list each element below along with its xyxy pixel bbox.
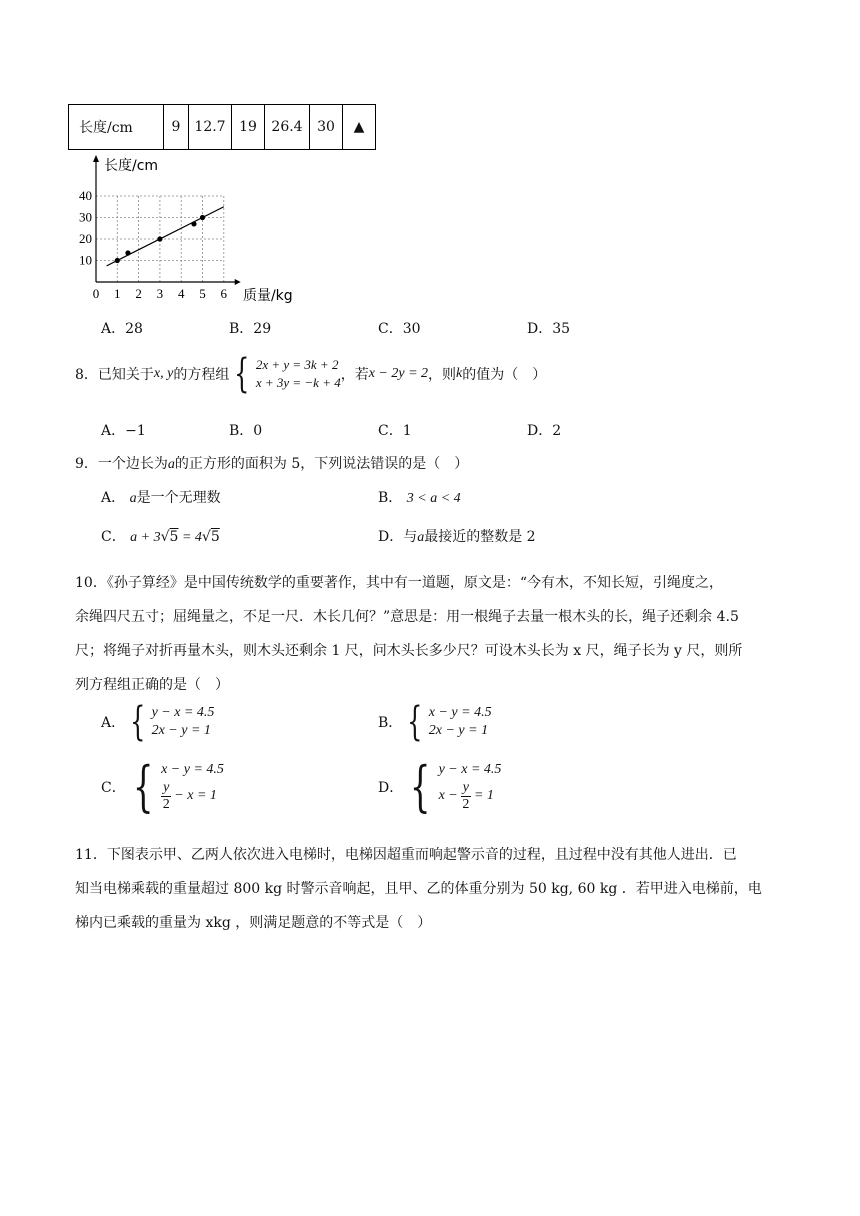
q11-line-1: 11．下图表示甲、乙两人依次进入电梯时，电梯因超重而响起警示音的过程，且过程中没有其他人进出．已 xyxy=(75,847,737,863)
question-8 xyxy=(75,351,547,397)
q10-option-b xyxy=(378,699,492,745)
q10-b-eq2: 2x − y = 1 xyxy=(428,723,489,738)
y-tick-label: 40 xyxy=(79,188,92,203)
y-axis-arrow-icon xyxy=(93,155,99,162)
q7-option-c: C．30 xyxy=(378,321,421,337)
y-tick-label: 10 xyxy=(79,252,92,268)
q10-line-4: 列方程组正确的是（ ） xyxy=(75,677,229,693)
data-point xyxy=(191,221,196,226)
q10-c-rest: − x = 1 xyxy=(174,788,217,803)
table-cell-unknown: ▲ xyxy=(343,105,376,150)
q9-d-label: D．与 xyxy=(378,529,418,545)
q10-d-label: D． xyxy=(378,780,404,796)
trend-line xyxy=(107,207,224,266)
q9-a-label: A． xyxy=(101,490,126,506)
x-tick-label: 6 xyxy=(220,286,228,301)
q10-d-numerator: y xyxy=(462,780,469,796)
q8-equation-system xyxy=(229,351,341,397)
q8-option-c: C．1 xyxy=(378,423,412,439)
q10-a-eq2: 2x − y = 1 xyxy=(151,723,211,738)
brace-icon: { xyxy=(130,699,146,745)
data-point xyxy=(115,258,120,263)
data-point xyxy=(157,236,162,241)
q11-line-3: 梯内已乘载的重量为 xkg ，则满足题意的不等式是（ ） xyxy=(75,915,432,931)
q8-option-b: B．0 xyxy=(229,423,263,439)
table-header-cell: 长度/cm xyxy=(69,105,164,150)
x-tick-label: 1 xyxy=(114,286,121,301)
y-axis-label: 长度/cm xyxy=(104,158,159,174)
brace-icon: { xyxy=(410,755,431,818)
x-tick-label: 5 xyxy=(199,286,206,301)
question-11-stem xyxy=(75,838,762,940)
question-9-stem xyxy=(75,453,468,473)
q9-a-text: 是一个无理数 xyxy=(136,490,221,506)
sqrt-icon: √ xyxy=(201,529,211,545)
q9-a: a xyxy=(167,457,175,472)
q10-d-denominator: 2 xyxy=(462,796,470,812)
q10-d-pre: x − xyxy=(438,788,458,803)
q9-c-label: C． xyxy=(101,529,126,545)
table-cell: 26.4 xyxy=(265,105,310,150)
q9-option-c xyxy=(101,526,220,546)
q8-vars: x, y xyxy=(153,366,174,381)
q10-c-label: C． xyxy=(101,780,126,796)
sqrt-icon: √ xyxy=(160,529,170,545)
q9-stem-post: 的正方形的面积为 5，下列说法错误的是（ ） xyxy=(174,456,469,472)
table-cell: 30 xyxy=(310,105,343,150)
x-axis-arrow-icon xyxy=(235,279,241,285)
data-point xyxy=(125,250,130,255)
q7-option-a: A．28 xyxy=(101,321,143,337)
q7-option-b: B．29 xyxy=(229,321,272,337)
q8-k: k xyxy=(456,366,463,381)
table-row xyxy=(69,105,376,150)
q10-line-1: 10．《孙子算经》是中国传统数学的重要著作，其中有一道题，原文是：“今有木，不知长短，引绳度之， xyxy=(75,575,723,591)
y-tick-label: 30 xyxy=(79,209,92,225)
q10-c-numerator: y xyxy=(163,780,170,796)
q9-option-d xyxy=(378,526,536,546)
q10-line-3: 尺；将绳子对折再量木头，则木头还剩余 1 尺，问木头长多少尺？可设木头长为 x 尺，绳子长为 y 尺，则所 xyxy=(75,643,743,659)
q9-d-text: 最接近的整数是 2 xyxy=(424,529,536,545)
table-cell: 9 xyxy=(164,105,189,150)
q9-d-var: a xyxy=(417,530,425,545)
data-point xyxy=(200,215,205,220)
q10-a-eq1: y − x = 4.5 xyxy=(151,705,215,720)
q9-c-expr: a + 3 xyxy=(130,530,161,545)
q8-option-d: D．2 xyxy=(527,423,562,439)
q10-d-rest: = 1 xyxy=(473,788,494,803)
x-tick-label: 3 xyxy=(156,286,164,301)
x-tick-label: 2 xyxy=(135,286,142,301)
q9-option-b xyxy=(378,487,461,507)
q9-a-var: a xyxy=(129,491,137,506)
brace-icon: { xyxy=(132,755,154,818)
length-table xyxy=(68,104,376,150)
q8-prefix: 8．已知关于 xyxy=(75,367,154,383)
q9-b-label: B． xyxy=(378,490,403,506)
q9-b-expr: 3 < a < 4 xyxy=(406,491,461,506)
q8-condition: x − 2y = 2 xyxy=(368,366,429,381)
q9-c-expr-eq: = 4 xyxy=(178,530,202,545)
q8-end: 的值为（ ） xyxy=(462,367,547,383)
q10-line-2: 余绳四尺五寸；屈绳量之，不足一尺．木长几何？”意思是：用一根绳子去量一根木头的长，绳子还剩余 4.5 xyxy=(75,609,739,625)
q10-d-eq1: y − x = 4.5 xyxy=(438,762,502,778)
q9-option-a xyxy=(101,487,221,507)
q8-eq1: 2x + y = 3k + 2 xyxy=(255,357,339,372)
q10-a-label: A． xyxy=(101,715,126,731)
q8-mid: 的方程组 xyxy=(173,367,230,383)
q9-stem-pre: 9．一个边长为 xyxy=(75,456,168,472)
x-axis-label: 质量/kg xyxy=(242,288,293,304)
x-tick-label: 4 xyxy=(177,286,185,301)
q10-c-denominator: 2 xyxy=(162,796,170,812)
q8-option-a: A．−1 xyxy=(101,423,146,439)
q11-line-2: 知当电梯乘载的重量超过 800 kg 时警示音响起，且甲、乙的体重分别为 50 kg, 60 kg ．若甲进入电梯前，电 xyxy=(75,881,762,897)
q10-b-label: B． xyxy=(378,715,403,731)
q9-c-radicand: 5 xyxy=(169,529,179,545)
q10-c-eq1: x − y = 4.5 xyxy=(161,762,224,778)
brace-icon: { xyxy=(234,351,250,397)
q7-option-d: D．35 xyxy=(527,321,571,337)
q10-option-c xyxy=(101,755,224,818)
x-tick-label: 0 xyxy=(92,286,100,301)
q8-cond-pre: ，若 xyxy=(340,367,369,383)
q10-b-eq1: x − y = 4.5 xyxy=(428,705,492,720)
q8-cond-post: ，则 xyxy=(428,367,457,383)
table-cell: 19 xyxy=(232,105,265,150)
q8-eq2: x + 3y = −k + 4 xyxy=(255,375,341,390)
q10-option-a xyxy=(101,699,215,745)
question-10-stem xyxy=(75,566,742,702)
table-cell: 12.7 xyxy=(189,105,232,150)
length-mass-chart xyxy=(72,152,312,304)
q9-c-radicand: 5 xyxy=(210,529,220,545)
q10-option-d xyxy=(378,755,502,818)
brace-icon: { xyxy=(407,699,423,745)
y-tick-label: 20 xyxy=(79,231,92,246)
